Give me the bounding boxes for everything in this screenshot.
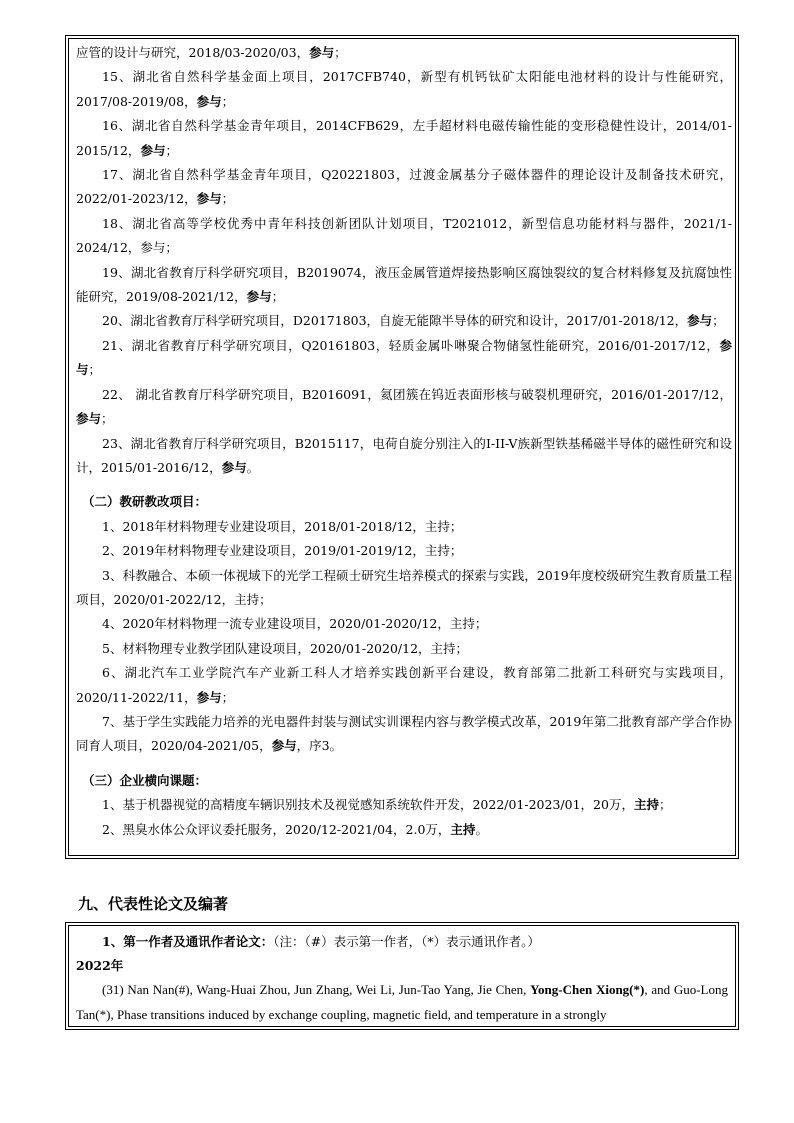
project-tail: ，序3。 bbox=[296, 738, 343, 754]
teaching-projects-title: （二）教研教改项目： bbox=[82, 494, 208, 510]
project-tail: ； bbox=[658, 797, 672, 813]
project-text: 4、2020年材料物理一流专业建设项目，2020/01-2020/12，主持； bbox=[102, 616, 488, 632]
project-role: 参与 bbox=[76, 411, 102, 427]
paper-corresponding-author: Yong-Chen Xiong(*) bbox=[530, 982, 645, 998]
section-heading-papers: 九、代表性论文及编著 bbox=[78, 895, 229, 913]
project-tail: ； bbox=[271, 289, 285, 305]
project-role: 参与 bbox=[246, 289, 272, 305]
project-tail: ； bbox=[88, 362, 102, 378]
year-label: 2022年 bbox=[76, 958, 124, 974]
project-text: 23、湖北省教育厅科学研究项目，B2015117，电荷自旋分别注入的I-II-V族新型铁基稀磁半导体的磁性研究和设计，2015/01-2016/12， bbox=[76, 435, 732, 475]
project-item bbox=[76, 41, 732, 65]
papers-subheading: 1、第一作者及通讯作者论文： bbox=[102, 934, 274, 949]
project-text: 18、湖北省高等学校优秀中青年科技创新团队计划项目，T2021012，新型信息功能材料与器件，2021/1-2024/12，参与； bbox=[76, 215, 732, 256]
project-item bbox=[76, 163, 732, 212]
project-text: 22、 湖北省教育厅科学研究项目，B2016091，氦团簇在钨近表面形核与破裂机理研究，2016/01-2017/12， bbox=[102, 386, 732, 402]
research-projects-list bbox=[76, 41, 732, 480]
project-item bbox=[76, 432, 732, 481]
projects-content bbox=[76, 41, 732, 842]
project-item bbox=[76, 515, 732, 539]
project-text: 1、2018年材料物理专业建设项目，2018/01-2018/12，主持； bbox=[102, 518, 463, 534]
project-text: 16、湖北省自然科学基金青年项目，2014CFB629，左手超材料电磁传输性能的变形稳健性设计，2014/01-2015/12， bbox=[76, 118, 732, 158]
project-role: 参与 bbox=[687, 313, 713, 329]
papers-content bbox=[76, 930, 728, 1027]
project-item bbox=[76, 334, 732, 383]
project-item bbox=[76, 793, 732, 817]
project-tail: ； bbox=[165, 142, 178, 158]
project-tail: ； bbox=[221, 689, 235, 705]
project-text: 21、湖北省教育厅科学研究项目，Q20161803，轻质金属卟啉聚合物储氢性能研究，2016/01-2017/12， bbox=[102, 337, 720, 353]
enterprise-projects-title: （三）企业横向课题： bbox=[82, 772, 208, 788]
project-tail: ； bbox=[221, 93, 235, 109]
project-item bbox=[76, 637, 732, 661]
enterprise-projects-list bbox=[76, 793, 732, 842]
project-role: 主持 bbox=[450, 821, 476, 837]
project-text: 应管的设计与研究，2018/03-2020/03， bbox=[76, 45, 310, 60]
project-item bbox=[76, 383, 732, 432]
project-role: 参与 bbox=[271, 738, 297, 754]
project-tail: 。 bbox=[475, 821, 488, 837]
project-item bbox=[76, 539, 732, 563]
project-text: 15、湖北省自然科学基金面上项目，2017CFB740，新型有机钙钛矿太阳能电池材料的设计与性能研究，2017/08-2019/08， bbox=[76, 69, 732, 109]
project-text: 20、湖北省教育厅科学研究项目，D20171803，自旋无能隙半导体的研究和设计，2017/01-2018/12， bbox=[102, 313, 688, 329]
paper-authors-suffix: , and Guo-Long Tan(*), Phase transitions induced by exchange coupling, magnetic field, and temperature in a strongly bbox=[76, 982, 728, 1022]
project-role: 参与 bbox=[196, 191, 222, 207]
teaching-projects-list bbox=[76, 515, 732, 759]
project-role: 主持 bbox=[633, 797, 659, 813]
project-item bbox=[76, 212, 732, 261]
project-text: 3、科教融合、本硕一体视域下的光学工程硕士研究生培养模式的探索与实践，2019年度校级研究生教育质量工程项目，2020/01-2022/12，主持； bbox=[76, 567, 732, 607]
papers-note: （注：（#）表示第一作者，（*）表示通讯作者。） bbox=[273, 934, 540, 949]
project-item bbox=[76, 309, 732, 333]
project-role: 参与 bbox=[76, 337, 732, 378]
project-text: 6、湖北汽车工业学院汽车产业新工科人才培养实践创新平台建设，教育部第二批新工科研究与实践项目，2020/11-2022/11， bbox=[76, 665, 732, 705]
paper-authors-prefix: (31) Nan Nan(#), Wang-Huai Zhou, Jun Zhang, Wei Li, Jun-Tao Yang, Jie Chen, bbox=[102, 982, 531, 998]
project-text: 19、湖北省教育厅科学研究项目，B2019074，液压金属管道焊接热影响区腐蚀裂纹的复合材料修复及抗腐蚀性能研究，2019/08-2021/12， bbox=[76, 264, 732, 305]
project-item bbox=[76, 114, 732, 163]
project-tail: ； bbox=[712, 313, 725, 329]
project-role: 参与 bbox=[140, 142, 166, 158]
project-text: 7、基于学生实践能力培养的光电器件封装与测试实训课程内容与教学模式改革，2019年第二批教育部产学合作协同育人项目，2020/04-2021/05， bbox=[76, 713, 732, 754]
project-text: 2、黑臭水体公众评议委托服务，2020/12-2021/04，2.0万， bbox=[102, 821, 451, 837]
project-item bbox=[76, 612, 732, 636]
project-tail: ； bbox=[101, 411, 114, 427]
project-text: 5、材料物理专业教学团队建设项目，2020/01-2020/12，主持； bbox=[102, 640, 469, 656]
project-item bbox=[76, 564, 732, 613]
project-tail: ； bbox=[334, 45, 347, 60]
project-tail: ； bbox=[221, 191, 235, 207]
paper-entry-31 bbox=[76, 978, 728, 1026]
project-tail: 。 bbox=[246, 459, 260, 475]
project-item bbox=[76, 710, 732, 759]
project-role: 参与 bbox=[309, 45, 335, 60]
project-role: 参与 bbox=[221, 459, 247, 475]
project-role: 参与 bbox=[196, 689, 222, 705]
project-item bbox=[76, 818, 732, 842]
project-item bbox=[76, 65, 732, 114]
project-text: 2、2019年材料物理专业建设项目，2019/01-2019/12，主持； bbox=[102, 543, 463, 559]
project-item bbox=[76, 661, 732, 710]
project-text: 1、基于机器视觉的高精度车辆识别技术及视觉感知系统软件开发，2022/01-2023/01，20万， bbox=[102, 797, 634, 813]
project-item bbox=[76, 261, 732, 310]
project-role: 参与 bbox=[196, 93, 222, 109]
project-text: 17、湖北省自然科学基金青年项目，Q20221803，过渡金属基分子磁体器件的理论设计及制备技术研究，2022/01-2023/12， bbox=[76, 167, 732, 207]
